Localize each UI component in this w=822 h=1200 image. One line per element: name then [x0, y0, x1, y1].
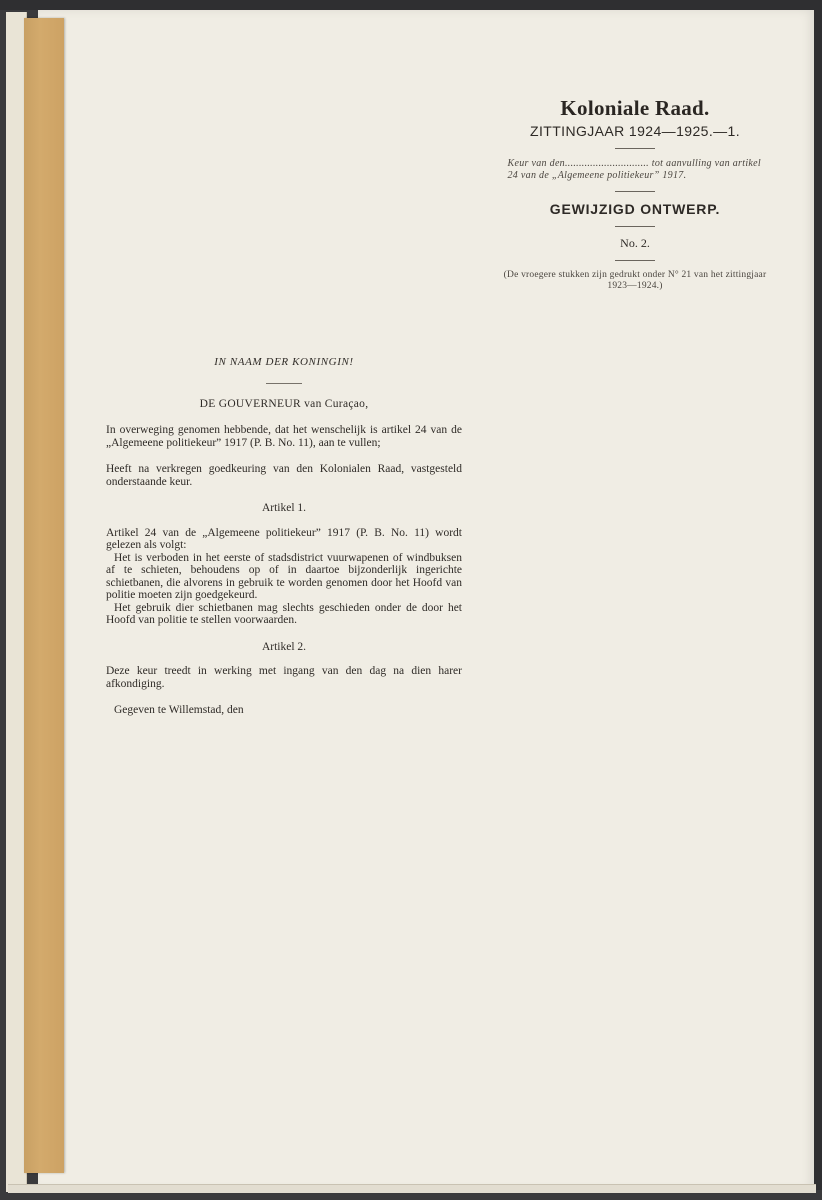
scan-background-top — [0, 0, 822, 10]
council-title: Koloniale Raad. — [560, 96, 710, 120]
page-bottom-edge — [8, 1184, 816, 1193]
scan-background-right — [814, 10, 822, 1190]
article-1-intro: Artikel 24 van de „Algemeene politiekeur” 1917 (P. B. No. 11) wordt gelezen als volgt: — [106, 526, 462, 551]
earlier-documents-note: (De vroegere stukken zijn gedrukt onder N° 21 van het zittingjaar 1923—1924.) — [503, 270, 767, 291]
decree-description: Keur van den.............................. tot aanvulling van artikel 24 van de „Algemeene politiekeur” 1917. — [507, 158, 761, 181]
decree-body — [106, 356, 462, 717]
approval-paragraph: Heeft na verkregen goedkeuring van den Kolonialen Raad, vastgesteld onderstaande keur. — [106, 463, 462, 488]
article-1-heading: Artikel 1. — [261, 502, 307, 514]
document-header — [500, 96, 770, 292]
article-1-paragraph-2: Het gebruik dier schietbanen mag slechts geschieden onder de door het Hoofd van politie te stellen voorwaarden. — [106, 601, 462, 626]
draft-number: No. 2. — [620, 236, 650, 250]
header-divider — [615, 148, 655, 149]
binding-tape — [24, 18, 64, 1173]
article-2-heading: Artikel 2. — [261, 640, 307, 653]
closing-line: Gegeven te Willemstad, den — [114, 704, 244, 716]
header-divider — [615, 191, 655, 192]
royal-heading: IN NAAM DER KONINGIN! — [214, 356, 354, 368]
body-divider — [266, 383, 302, 384]
article-1-paragraph-1: Het is verboden in het eerste of stadsdistrict vuurwapenen of windbuksen af te schieten, behoudens op of in daartoe bijzonderlijk ingerichte schietbanen, die alvorens in gebruik te worden genomen door het Hoofd van politie moeten zijn goedgekeurd. — [106, 551, 462, 601]
header-divider — [615, 260, 655, 261]
article-2-text: Deze keur treedt in werking met ingang van den dag na dien harer afkondiging. — [106, 665, 462, 690]
header-divider — [615, 226, 655, 227]
draft-heading: GEWIJZIGD ONTWERP. — [549, 201, 721, 217]
preamble-paragraph: In overweging genomen hebbende, dat het wenschelijk is artikel 24 van de „Algemeene politiekeur” 1917 (P. B. No. 11), aan te vullen; — [106, 424, 462, 449]
governor-line: DE GOUVERNEUR van Curaçao, — [199, 397, 369, 410]
session-year: ZITTINGJAAR 1924—1925.—1. — [530, 123, 740, 139]
